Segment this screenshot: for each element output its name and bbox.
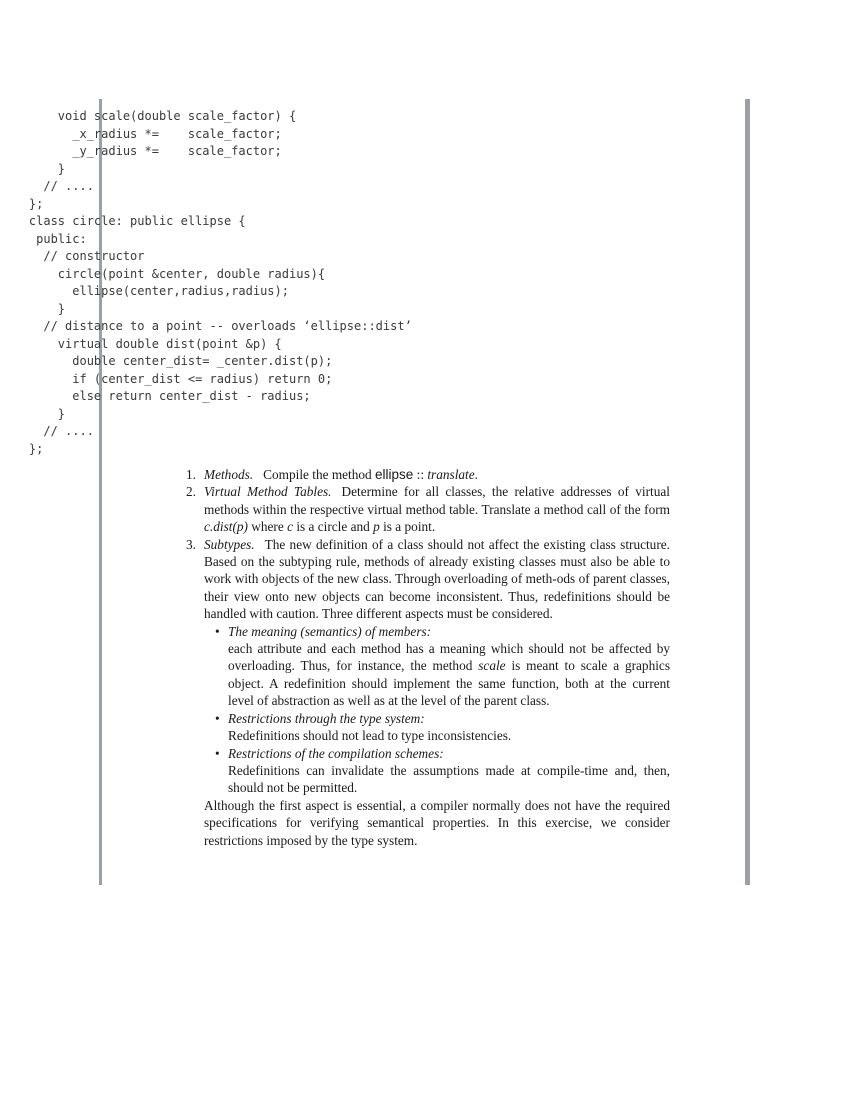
code-line: else return center_dist - radius; [0,389,311,403]
item-text-end: is a point. [379,519,436,535]
item-title: Virtual Method Tables. [204,484,332,500]
code-line: // .... [0,179,94,193]
aspect-heading: Restrictions of the compilation schemes: [228,745,444,761]
item-text-end: . [474,467,478,482]
list-item [204,710,670,745]
item-body [204,466,670,483]
aspect-text [228,640,670,710]
item-title: Methods. [204,467,254,482]
bullet-dot: • [215,710,220,726]
item-number: 3. [186,536,196,552]
item-text: Determine for all classes, the relative addresses of virtual methods within the respective virtual method table. Translate a method call of the form [204,484,670,517]
code-line: virtual double dist(point &p) { [0,336,282,351]
bullet-dot: • [215,623,220,639]
bullet-dot: • [215,745,220,761]
code-line: }; [0,196,44,211]
code-line: // constructor [0,249,145,263]
code-line: class circle: public ellipse { [0,214,246,228]
code-line: _x_radius *= scale_factor; [0,126,282,141]
aspect-text: Redefinitions should not lead to type inconsistencies. [228,728,512,744]
code-line: } [0,161,66,176]
code-line: // .... [0,424,94,438]
var-c: c [287,519,293,535]
list-item [204,745,670,797]
aspect-heading: The meaning (semantics) of members: [228,623,432,639]
item-title: Subtypes. [204,536,255,552]
right-margin-bar [745,99,750,885]
code-line: } [0,301,66,316]
method-name: translate [427,467,475,482]
method-call-expr: c.dist(p) [204,519,248,535]
item-text: Compile the method [263,467,376,482]
method-class-name: ellipse [375,467,414,482]
aspect-text: Redefinitions can invalidate the assumptions made at compile-time and, then, should not be permitted. [228,762,670,796]
item-text: is a circle and [293,519,374,535]
code-line: _y_radius *= scale_factor; [0,144,282,158]
code-line: circle(point &center, double radius){ [0,266,326,281]
exercise-item-vmt [186,483,670,535]
closing-paragraph: Although the first aspect is essential, a compiler normally does not have the required specifications for verifying semantical properties. In this exercise, we consider restrictions imposed by the type system. [204,797,670,848]
item-number: 1. [186,467,196,482]
var-p: p [373,519,380,535]
code-line: }; [0,441,44,456]
item-body [204,536,670,623]
item-text: The new definition of a class should not affect the existing class structure. Based on the subtyping rule, methods of already existing classes must also be able to work with objects of the new class. Through overloading of meth-ods of parent classes, their view onto new objects can become inconsistent. Thus, redefinitions should be handled with caution. Three different aspects must be considered. [204,536,670,622]
item-number: 2. [186,484,196,500]
code-line: public: [0,231,87,246]
exercise-item-methods [186,466,670,483]
method-scale: scale [478,658,506,674]
code-line: void scale(double scale_factor) { [0,109,297,123]
aspect-heading: Restrictions through the type system: [228,710,425,726]
code-listing [0,108,412,458]
scope-operator: :: [413,467,428,482]
code-line: double center_dist= _center.dist(p); [0,354,333,368]
aspect-text-part: is meant to scale a graphics object. A redefinition should implement the same function, both at the current level of abstraction as well as at the level of the parent class. [228,658,671,709]
list-item [204,623,670,710]
exercise-item-subtypes [186,536,670,797]
code-line: // distance to a point -- overloads ‘ellipse::dist’ [0,319,412,333]
code-line: } [0,406,66,421]
exercise-list [186,466,670,849]
aspect-text-part: each attribute and each method has a meaning which should not be affected by overloading. Thus, for instance, the method [228,641,670,674]
item-text: where [247,519,288,535]
item-body [204,483,670,535]
code-line: ellipse(center,radius,radius); [0,284,289,298]
code-line: if (center_dist <= radius) return 0; [0,371,333,386]
aspect-list [204,623,670,797]
